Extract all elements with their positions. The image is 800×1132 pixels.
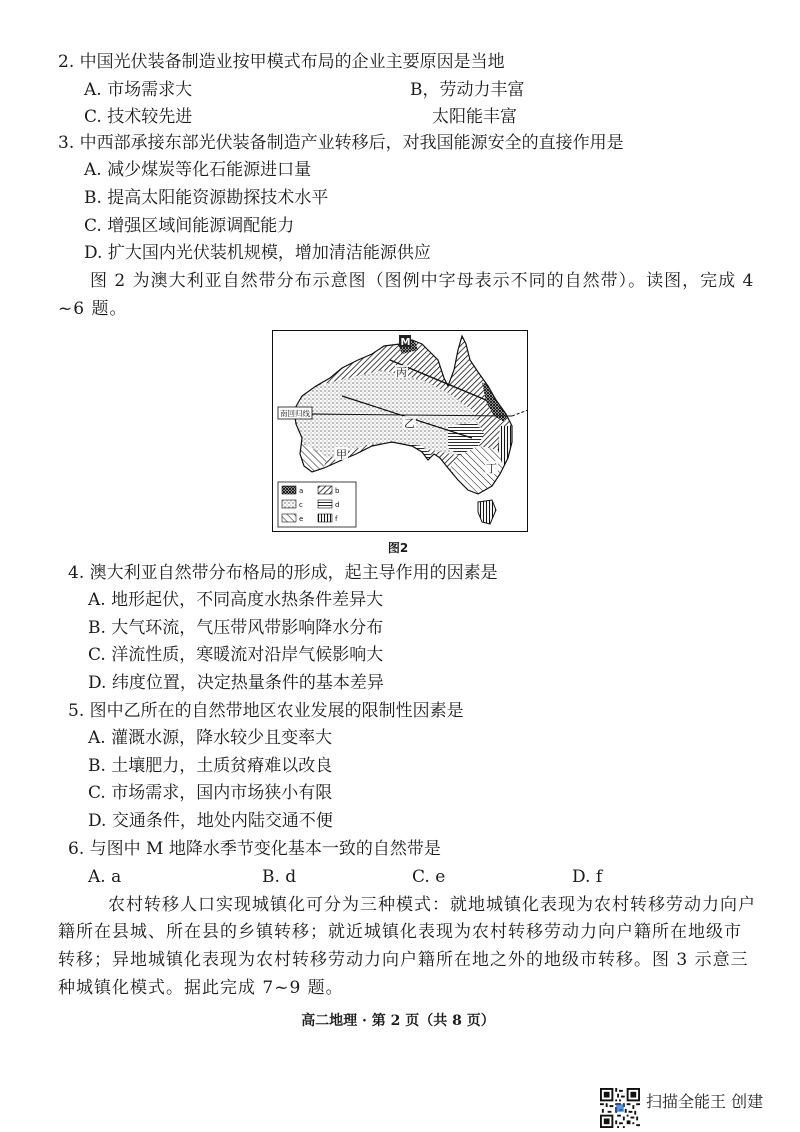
- legend-swatch-a: [282, 486, 296, 494]
- q5-option-d: D. 交通条件，地处内陆交通不便: [88, 811, 333, 831]
- q6-option-b: B. d: [262, 867, 297, 887]
- legend-label-b: b: [335, 487, 340, 495]
- tropic-label: 南回归线: [280, 409, 310, 418]
- q6-stem: 6. 与图中 M 地降水季节变化基本一致的自然带是: [68, 839, 441, 859]
- q6-option-d: D. f: [572, 867, 603, 887]
- map-label-yi: 乙: [404, 417, 415, 430]
- figure-2-caption: 图2: [387, 541, 409, 555]
- q4-option-d: D. 纬度位置，决定热量条件的基本差异: [88, 673, 384, 693]
- fig2-intro-line-1: 图 2 为澳大利亚自然带分布示意图（图例中字母表示不同的自然带）。读图，完成 4: [90, 271, 755, 291]
- q3-option-b: B. 提高太阳能资源勘探技术水平: [84, 188, 329, 208]
- passage-line-3: 转移；异地城镇化表现为农村转移劳动力向户籍所在地之外的地级市转移。图 3 示意三: [58, 950, 749, 970]
- legend-swatch-b: [318, 486, 332, 494]
- australia-natural-zone-map: [272, 330, 528, 532]
- q4-stem: 4. 澳大利亚自然带分布格局的形成，起主导作用的因素是: [68, 563, 498, 583]
- legend-swatch-d: [318, 500, 332, 508]
- q5-option-a: A. 灌溉水源，降水较少且变率大: [88, 728, 333, 748]
- legend-swatch-c: [282, 500, 296, 508]
- q5-option-b: B. 土壤肥力，土质贫瘠难以改良: [88, 756, 333, 776]
- map-label-jia: 甲: [336, 448, 347, 461]
- q3-option-c: C. 增强区域间能源调配能力: [84, 216, 295, 236]
- map-label-ding: 丁: [486, 462, 497, 475]
- map-label-bing: 丙: [396, 366, 407, 379]
- qr-code-icon: [600, 1088, 640, 1128]
- q2-option-c: C. 技术较先进: [84, 107, 193, 127]
- q3-stem: 3. 中西部承接东部光伏装备制造产业转移后，对我国能源安全的直接作用是: [58, 133, 624, 153]
- page-footer: 高二地理 · 第 2 页（共 8 页）: [301, 1013, 495, 1029]
- scanner-watermark: 扫描全能王 创建: [646, 1092, 764, 1111]
- legend-swatch-f: [318, 514, 332, 522]
- q2-option-d: 太阳能丰富: [432, 107, 517, 127]
- map-legend: [278, 482, 356, 527]
- legend-label-d: d: [335, 501, 340, 509]
- q4-option-b: B. 大气环流，气压带风带影响降水分布: [88, 618, 384, 638]
- legend-swatch-e: [282, 514, 296, 522]
- passage-line-1: 农村转移人口实现城镇化可分为三种模式：就地城镇化表现为农村转移劳动力向户: [108, 895, 756, 915]
- passage-line-4: 种城镇化模式。据此完成 7~9 题。: [58, 978, 344, 998]
- legend-label-c: c: [299, 501, 303, 509]
- q3-option-a: A. 减少煤炭等化石能源进口量: [84, 160, 312, 180]
- q5-stem: 5. 图中乙所在的自然带地区农业发展的限制性因素是: [68, 701, 464, 721]
- legend-label-f: f: [335, 515, 338, 523]
- legend-label-e: e: [299, 515, 304, 523]
- fig2-intro-line-2: ~6 题。: [58, 299, 128, 319]
- q2-stem: 2. 中国光伏装备制造业按甲模式布局的企业主要原因是当地: [58, 52, 505, 72]
- q5-option-c: C. 市场需求，国内市场狭小有限: [88, 783, 333, 803]
- legend-label-a: a: [299, 487, 304, 495]
- q4-option-a: A. 地形起伏，不同高度水热条件差异大: [88, 590, 384, 610]
- q4-option-c: C. 洋流性质，寒暖流对沿岸气候影响大: [88, 645, 384, 665]
- q3-option-d: D. 扩大国内光伏装机规模，增加清洁能源供应: [84, 243, 431, 263]
- q2-option-b: B，劳动力丰富: [410, 80, 525, 100]
- passage-line-2: 籍所在县城、所在县的乡镇转移；就近城镇化表现为农村转移劳动力向户籍所在地级市: [58, 922, 742, 942]
- q6-option-c: C. e: [412, 867, 446, 887]
- map-label-m: M: [400, 337, 411, 348]
- q2-option-a: A. 市场需求大: [84, 80, 193, 100]
- q6-option-a: A. a: [88, 867, 122, 887]
